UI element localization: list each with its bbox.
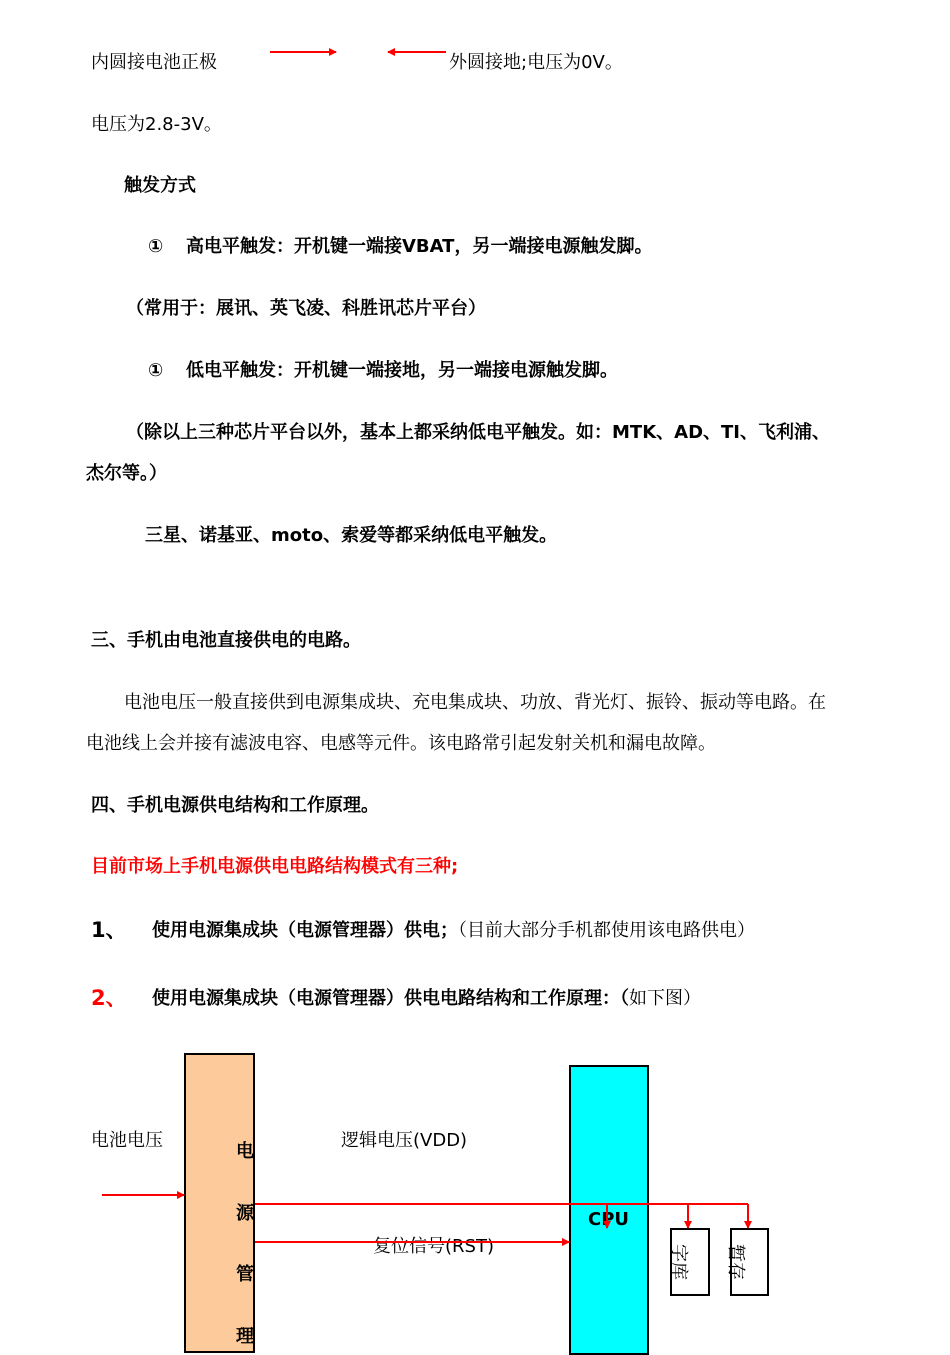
trigger-high-note: （常用于：展讯、英飞凌、科胜讯芯片平台） [126,298,486,319]
trigger-low-note-line2: 杰尔等。） [86,463,167,484]
item2-bold-text: 使用电源集成块（电源管理器）供电电路结构和工作原理：（ [152,988,629,1009]
cpu-label: CPU [588,1209,630,1230]
rst-label: 复位信号(RST) [373,1236,494,1257]
section4-red-line: 目前市场上手机电源供电电路结构模式有三种; [91,856,459,877]
power-management-char-3: 管 [236,1264,254,1285]
section3-para-line1: 电池电压一般直接供到电源集成块、充电集成块、功放、背光灯、振铃、振动等电路。在 [124,692,826,713]
trigger-low-note-line1: （除以上三种芯片平台以外，基本上都采纳低电平触发。如：MTK、AD、TI、飞利浦、 [126,422,830,443]
font-library-label: 字库 [668,1244,689,1280]
item1-number: 1、 [91,918,127,942]
trigger-high-text: 高电平触发：开机键一端接VBAT，另一端接电源触发脚。 [186,236,653,257]
trigger-low-text: 低电平触发：开机键一端接地，另一端接电源触发脚。 [186,360,618,381]
temp-storage-label: 暂存 [725,1244,746,1280]
outer-circle-label: 外圆接地;电压为0V。 [449,52,623,73]
trigger-low-marker: ① [148,360,164,381]
trigger-brands: 三星、诺基亚、moto、索爱等都采纳低电平触发。 [145,525,558,546]
item1-normal-text: （目前大部分手机都使用该电路供电） [458,920,755,941]
vdd-label: 逻辑电压(VDD) [341,1130,468,1151]
section4-heading: 四、手机电源供电结构和工作原理。 [91,795,379,816]
trigger-heading: 触发方式 [124,175,196,196]
item2-number: 2、 [91,986,127,1010]
power-management-char-4: 理 [236,1326,254,1347]
voltage-line: 电压为2.8-3V。 [91,114,222,135]
battery-voltage-label: 电池电压 [91,1130,163,1151]
item1-bold-text: 使用电源集成块（电源管理器）供电； [152,920,458,941]
inner-circle-label: 内圆接电池正极 [91,52,217,73]
trigger-high-marker: ① [148,236,164,257]
section3-heading: 三、手机由电池直接供电的电路。 [91,630,361,651]
power-management-char-2: 源 [236,1203,254,1224]
item2-normal-text: 如下图） [629,988,701,1009]
section3-para-line2: 电池线上会并接有滤波电容、电感等元件。该电路常引起发射关机和漏电故障。 [86,733,716,754]
power-management-char-1: 电 [236,1141,254,1162]
